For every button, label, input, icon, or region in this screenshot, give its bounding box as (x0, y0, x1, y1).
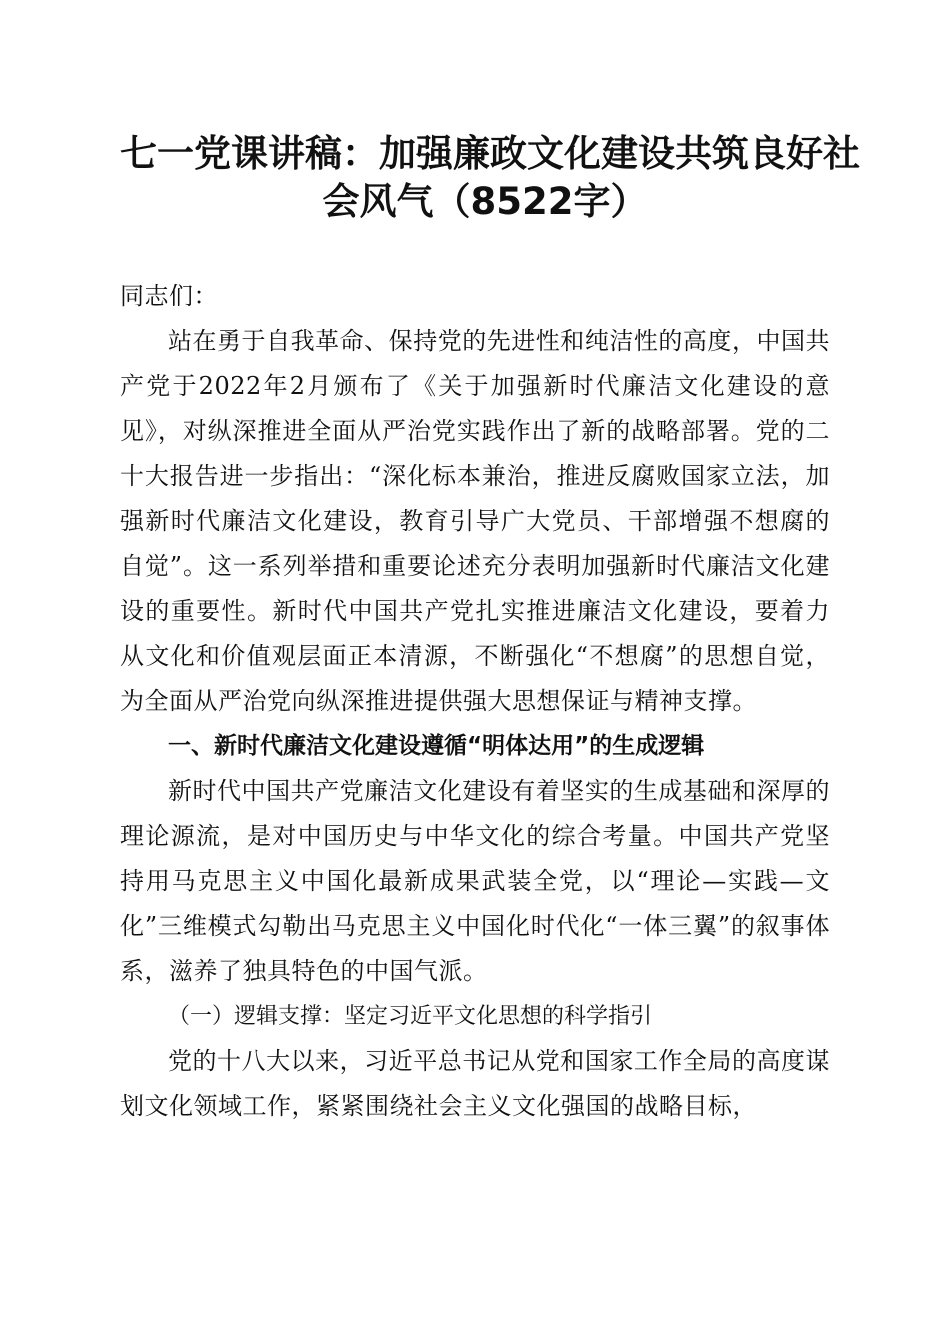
title-line-2: 会风气（8522字） (322, 180, 648, 223)
title-line-1: 七一党课讲稿：加强廉政文化建设共筑良好社 (120, 132, 860, 175)
subsection-heading-1: （一）逻辑支撑：坚定习近平文化思想的科学指引 (168, 1004, 653, 1029)
document-title (120, 130, 860, 226)
paragraph-intro: 站在勇于自我革命、保持党的先进性和纯洁性的高度，中国共产党于2022年2月颁布了《关于加强新时代廉洁文化建设的意见》，对纵深推进全面从严治党实践作出了新的战略部署。党的二十大报告进一步指出：“深化标本兼治，推进反腐败国家立法，加强新时代廉洁文化建设，教育引导广大党员、干部增强不想腐的自觉”。这一系列举措和重要论述充分表明加强新时代廉洁文化建设的重要性。新时代中国共产党扎实推进廉洁文化建设，要着力从文化和价值观层面正本清源，不断强化“不想腐”的思想自觉，为全面从严治党向纵深推进提供强大思想保证与精神支撑。 (120, 327, 830, 715)
salutation: 同志们： (120, 282, 218, 310)
paragraph-section-1: 新时代中国共产党廉洁文化建设有着坚实的生成基础和深厚的理论源流，是对中国历史与中华文化的综合考量。中国共产党坚持用马克思主义中国化最新成果武装全党，以“理论—实践—文化”三维模式勾勒出马克思主义中国化时代化“一体三翼”的叙事体系，滋养了独具特色的中国气派。 (120, 777, 830, 985)
section-heading-1: 一、新时代廉洁文化建设遵循“明体达用”的生成逻辑 (168, 733, 705, 759)
document-page (120, 130, 860, 1129)
document-body (120, 274, 830, 1129)
paragraph-subsection-1: 党的十八大以来，习近平总书记从党和国家工作全局的高度谋划文化领域工作，紧紧围绕社会主义文化强国的战略目标， (120, 1047, 830, 1120)
